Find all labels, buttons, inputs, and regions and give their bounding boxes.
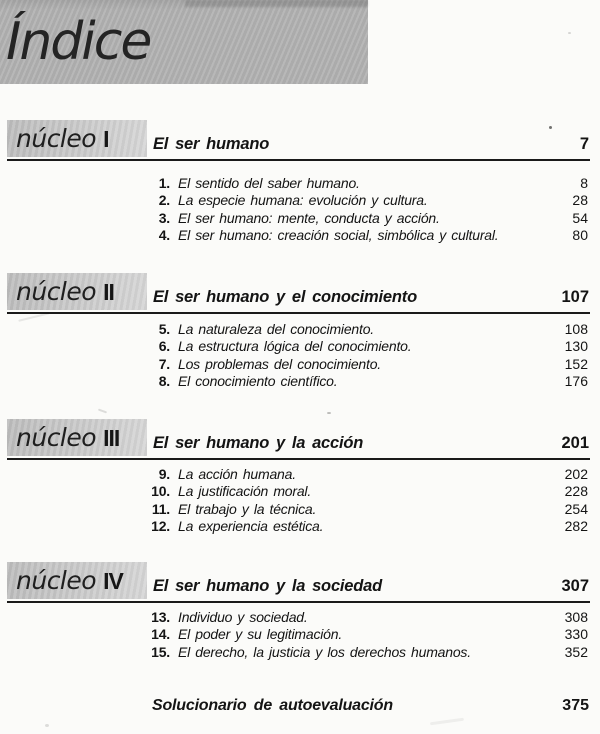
chapter-page-number: 282 <box>564 517 588 534</box>
nucleo-label: núcleo <box>16 423 97 452</box>
chapter-page-number: 28 <box>572 192 588 209</box>
nucleo-4-bar <box>7 562 147 599</box>
section-rule <box>7 159 590 161</box>
chapter-row <box>0 518 600 535</box>
chapter-page-number: 130 <box>564 338 588 355</box>
chapter-page-number: 54 <box>572 209 588 226</box>
section-rule <box>7 601 590 603</box>
section-title: El ser humano <box>153 135 270 153</box>
section-rule <box>7 458 590 460</box>
chapter-list <box>0 466 600 535</box>
chapter-row <box>0 466 600 483</box>
chapter-number: 1. <box>158 175 170 191</box>
chapter-number: 6. <box>158 338 170 355</box>
section-page-number: 107 <box>561 288 589 306</box>
chapter-title: El ser humano: creación social, simbólica y cultural. <box>178 226 499 243</box>
nucleo-numeral: I <box>103 125 109 152</box>
chapter-page-number: 152 <box>564 355 588 372</box>
nucleo-label: núcleo <box>16 277 97 306</box>
scan-speck <box>45 724 49 727</box>
nucleo-3-bar <box>7 419 147 456</box>
chapter-page-number: 254 <box>564 500 588 517</box>
chapter-page-number: 330 <box>564 626 588 643</box>
scan-speck <box>98 409 107 414</box>
chapter-title: La estructura lógica del conocimiento. <box>178 338 412 355</box>
chapter-title: Individuo y sociedad. <box>178 609 308 625</box>
chapter-number: 5. <box>158 321 170 337</box>
page-header <box>0 0 368 84</box>
chapter-number: 4. <box>158 226 170 243</box>
scan-speck <box>430 718 464 726</box>
chapter-list <box>0 321 600 390</box>
chapter-number: 15. <box>151 643 170 660</box>
nucleo-label: núcleo <box>16 124 97 153</box>
chapter-page-number: 352 <box>564 643 588 660</box>
scan-speck <box>568 32 571 34</box>
chapter-page-number: 8 <box>580 175 588 191</box>
chapter-page-number: 308 <box>564 609 588 625</box>
nucleo-1-bar <box>7 120 147 157</box>
footer-title: Solucionario de autoevaluación <box>152 697 393 714</box>
chapter-title: El trabajo y la técnica. <box>178 500 317 517</box>
chapter-number: 14. <box>151 626 170 643</box>
chapter-list <box>0 609 600 661</box>
scan-speck <box>549 126 552 129</box>
chapter-row <box>0 321 600 338</box>
nucleo-label: núcleo <box>16 566 97 595</box>
chapter-number: 9. <box>158 466 170 482</box>
section-title: El ser humano y la sociedad <box>153 577 383 595</box>
chapter-page-number: 202 <box>564 466 588 482</box>
chapter-row <box>0 483 600 500</box>
chapter-title: La justificación moral. <box>178 483 312 500</box>
chapter-number: 2. <box>158 192 170 209</box>
chapter-page-number: 108 <box>564 321 588 337</box>
chapter-number: 3. <box>158 209 170 226</box>
chapter-number: 10. <box>151 483 170 500</box>
chapter-row <box>0 192 600 209</box>
section-page-number: 7 <box>579 135 589 153</box>
scan-speck <box>327 412 331 414</box>
chapter-row <box>0 501 600 518</box>
chapter-title: La experiencia estética. <box>178 517 324 534</box>
chapter-title: La naturaleza del conocimiento. <box>178 321 374 337</box>
chapter-row <box>0 644 600 661</box>
chapter-number: 11. <box>151 500 170 517</box>
chapter-number: 7. <box>158 355 170 372</box>
chapter-number: 12. <box>151 517 170 534</box>
nucleo-numeral: IV <box>103 567 123 594</box>
chapter-page-number: 80 <box>572 226 588 243</box>
chapter-title: La acción humana. <box>178 466 296 482</box>
section-page-number: 307 <box>561 577 589 595</box>
chapter-title: El conocimiento científico. <box>178 372 338 389</box>
chapter-list <box>0 175 600 244</box>
nucleo-numeral: II <box>103 278 114 305</box>
footer-row <box>0 697 600 715</box>
chapter-title: El sentido del saber humano. <box>178 175 360 191</box>
chapter-row <box>0 210 600 227</box>
scan-speck <box>160 218 162 220</box>
section-page-number: 201 <box>561 434 589 452</box>
chapter-row <box>0 175 600 192</box>
texture-overlay <box>185 0 368 7</box>
chapter-row <box>0 356 600 373</box>
section-rule <box>7 312 590 314</box>
chapter-number: 8. <box>158 372 170 389</box>
section-title: El ser humano y la acción <box>153 434 364 452</box>
chapter-row <box>0 227 600 244</box>
page-title: Índice <box>6 12 151 72</box>
chapter-page-number: 228 <box>564 483 588 500</box>
chapter-title: El ser humano: mente, conducta y acción. <box>178 209 440 226</box>
nucleo-2-bar <box>7 273 147 310</box>
chapter-row <box>0 626 600 643</box>
chapter-number: 13. <box>151 609 170 625</box>
chapter-row <box>0 609 600 626</box>
chapter-title: La especie humana: evolución y cultura. <box>178 192 428 209</box>
footer-page-number: 375 <box>562 697 589 714</box>
chapter-page-number: 176 <box>564 372 588 389</box>
chapter-title: Los problemas del conocimiento. <box>178 355 381 372</box>
chapter-row <box>0 338 600 355</box>
chapter-row <box>0 373 600 390</box>
chapter-title: El derecho, la justicia y los derechos humanos. <box>178 643 471 660</box>
chapter-title: El poder y su legitimación. <box>178 626 343 643</box>
section-title: El ser humano y el conocimiento <box>153 288 417 306</box>
nucleo-numeral: III <box>103 424 120 451</box>
